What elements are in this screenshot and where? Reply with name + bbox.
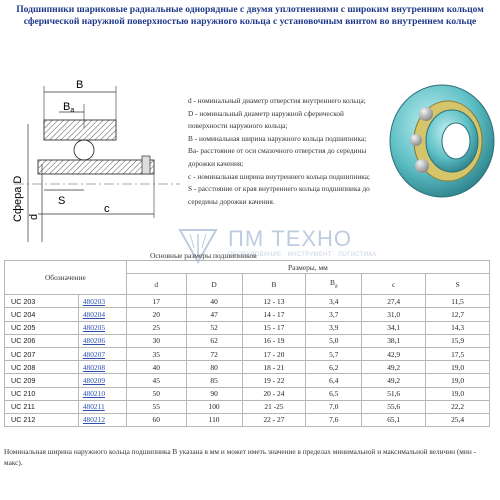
designation-cell: UC 210 xyxy=(5,387,79,400)
designation-cell: UC 203 xyxy=(5,295,79,308)
c-cell: 65,1 xyxy=(362,413,426,426)
dim-d-label: d xyxy=(28,213,40,220)
header-designation: Обозначение xyxy=(5,261,127,295)
S-cell: 25,4 xyxy=(426,413,490,426)
col-header-d: d xyxy=(126,274,186,295)
col-header-Ba: $B_a$ xyxy=(306,274,362,295)
table-row xyxy=(5,347,490,360)
Ba-cell: 3,4 xyxy=(306,295,362,308)
definition-line: середины дорожки качения. xyxy=(188,196,275,206)
definitions-list xyxy=(188,95,378,208)
bearing-photo xyxy=(386,80,498,202)
B-cell: 21 -25 xyxy=(242,400,306,413)
catalog-link[interactable]: 480204 xyxy=(78,308,126,321)
dimensions-table xyxy=(4,260,490,427)
Ba-cell: 3,9 xyxy=(306,321,362,334)
table-row xyxy=(5,387,490,400)
title-line-1: Подшипники шариковые радиальные однорядные с двумя уплотнениями с широким внутренним кольцом xyxy=(16,4,484,15)
D-cell: 90 xyxy=(186,387,242,400)
table-row xyxy=(5,413,490,426)
catalog-link[interactable]: 480210 xyxy=(78,387,126,400)
footnote: Номинальная ширина наружного кольца подшипника B указана в мм и может иметь значение в пределах минимальной и максимальной величин (мин - макс). xyxy=(4,447,476,467)
definition-line: d - номинальный диаметр отверстия внутреннего кольца; xyxy=(188,96,366,105)
B-cell: 15 - 17 xyxy=(242,321,306,334)
designation-cell: UC 212 xyxy=(5,413,79,426)
S-cell: 14,3 xyxy=(426,321,490,334)
header-dimensions: Размеры, мм xyxy=(126,261,489,274)
c-cell: 51,6 xyxy=(362,387,426,400)
table-row xyxy=(5,334,490,347)
table-row xyxy=(5,361,490,374)
Ba-cell: 5,7 xyxy=(306,347,362,360)
S-cell: 19,0 xyxy=(426,361,490,374)
S-cell: 12,7 xyxy=(426,308,490,321)
D-cell: 72 xyxy=(186,347,242,360)
S-cell: 19,0 xyxy=(426,387,490,400)
table-row xyxy=(5,400,490,413)
table-caption: Основные размеры подшипников xyxy=(150,251,257,260)
dim-sphere-label: Сфера D xyxy=(12,175,24,222)
catalog-link[interactable]: 480203 xyxy=(78,295,126,308)
c-cell: 31,0 xyxy=(362,308,426,321)
S-cell: 11,5 xyxy=(426,295,490,308)
definition-line: дорожки качения; xyxy=(188,158,244,168)
D-cell: 100 xyxy=(186,400,242,413)
d-cell: 55 xyxy=(126,400,186,413)
S-cell: 22,2 xyxy=(426,400,490,413)
d-cell: 20 xyxy=(126,308,186,321)
table-row xyxy=(5,295,490,308)
Ba-cell: 7,0 xyxy=(306,400,362,413)
c-cell: 42,9 xyxy=(362,347,426,360)
Ba-cell: 3,7 xyxy=(306,308,362,321)
d-cell: 50 xyxy=(126,387,186,400)
catalog-link[interactable]: 480207 xyxy=(78,347,126,360)
D-cell: 40 xyxy=(186,295,242,308)
catalog-link[interactable]: 480211 xyxy=(78,400,126,413)
designation-cell: UC 211 xyxy=(5,400,79,413)
designation-cell: UC 205 xyxy=(5,321,79,334)
designation-cell: UC 204 xyxy=(5,308,79,321)
c-cell: 27,4 xyxy=(362,295,426,308)
table-row xyxy=(5,374,490,387)
D-cell: 62 xyxy=(186,334,242,347)
B-cell: 22 - 27 xyxy=(242,413,306,426)
c-cell: 55,6 xyxy=(362,400,426,413)
title-line-2: сферической наружной поверхностью наружного кольца с установочным винтом во внутреннем кольце xyxy=(23,16,477,27)
catalog-link[interactable]: 480209 xyxy=(78,374,126,387)
watermark-text: ПМ ТЕХНО xyxy=(228,226,353,251)
D-cell: 47 xyxy=(186,308,242,321)
table-row xyxy=(5,308,490,321)
S-cell: 15,9 xyxy=(426,334,490,347)
designation-cell: UC 207 xyxy=(5,347,79,360)
B-cell: 18 - 21 xyxy=(242,361,306,374)
col-header-D: D xyxy=(186,274,242,295)
col-header-S: S xyxy=(426,274,490,295)
col-header-c: c xyxy=(362,274,426,295)
catalog-link[interactable]: 480212 xyxy=(78,413,126,426)
B-cell: 20 - 24 xyxy=(242,387,306,400)
d-cell: 45 xyxy=(126,374,186,387)
c-cell: 34,1 xyxy=(362,321,426,334)
S-cell: 17,5 xyxy=(426,347,490,360)
dim-c-label: c xyxy=(104,203,110,215)
catalog-link[interactable]: 480208 xyxy=(78,361,126,374)
Ba-cell: 6,2 xyxy=(306,361,362,374)
definition-line: B - номинальная ширина наружного кольца подшипника; xyxy=(188,133,367,143)
Ba-cell: 5,0 xyxy=(306,334,362,347)
dim-S-label: S xyxy=(58,195,66,207)
definition-line: D - номинальный диаметр наружной сферической xyxy=(188,108,344,118)
d-cell: 17 xyxy=(126,295,186,308)
B-cell: 17 - 20 xyxy=(242,347,306,360)
d-cell: 60 xyxy=(126,413,186,426)
catalog-link[interactable]: 480206 xyxy=(78,334,126,347)
B-cell: 19 - 22 xyxy=(242,374,306,387)
d-cell: 30 xyxy=(126,334,186,347)
Ba-cell: 6,4 xyxy=(306,374,362,387)
definition-line: S - расстояние от края внутреннего кольца подшипника до xyxy=(188,184,370,194)
c-cell: 49,2 xyxy=(362,361,426,374)
D-cell: 52 xyxy=(186,321,242,334)
definition-line: поверхности наружного кольца; xyxy=(188,121,288,131)
Ba-cell: 7,6 xyxy=(306,413,362,426)
table-row xyxy=(5,321,490,334)
bearing-drawing xyxy=(4,72,188,248)
designation-cell: UC 208 xyxy=(5,361,79,374)
definition-line: Ba- расстояние от оси смазочного отверстия до середины xyxy=(188,146,367,156)
definition-line: c - номинальная ширина внутреннего кольца подшипника; xyxy=(188,171,370,181)
d-cell: 25 xyxy=(126,321,186,334)
page-title xyxy=(4,4,496,28)
table-header-row xyxy=(5,261,490,274)
D-cell: 80 xyxy=(186,361,242,374)
S-cell: 19,0 xyxy=(426,374,490,387)
catalog-link[interactable]: 480205 xyxy=(78,321,126,334)
col-header-B: B xyxy=(242,274,306,295)
B-cell: 16 - 19 xyxy=(242,334,306,347)
D-cell: 110 xyxy=(186,413,242,426)
watermark-subtext: ОБОРУДОВАНИЕ · ИНСТРУМЕНТ · ЛОГИСТИКА xyxy=(228,252,377,258)
B-cell: 12 - 13 xyxy=(242,295,306,308)
Ba-cell: 6,5 xyxy=(306,387,362,400)
d-cell: 40 xyxy=(126,361,186,374)
B-cell: 14 - 17 xyxy=(242,308,306,321)
D-cell: 85 xyxy=(186,374,242,387)
designation-cell: UC 206 xyxy=(5,334,79,347)
c-cell: 38,1 xyxy=(362,334,426,347)
d-cell: 35 xyxy=(126,347,186,360)
dim-Ba-label: Ba xyxy=(63,101,75,114)
dim-B-label: B xyxy=(76,79,84,91)
c-cell: 49,2 xyxy=(362,374,426,387)
designation-cell: UC 209 xyxy=(5,374,79,387)
